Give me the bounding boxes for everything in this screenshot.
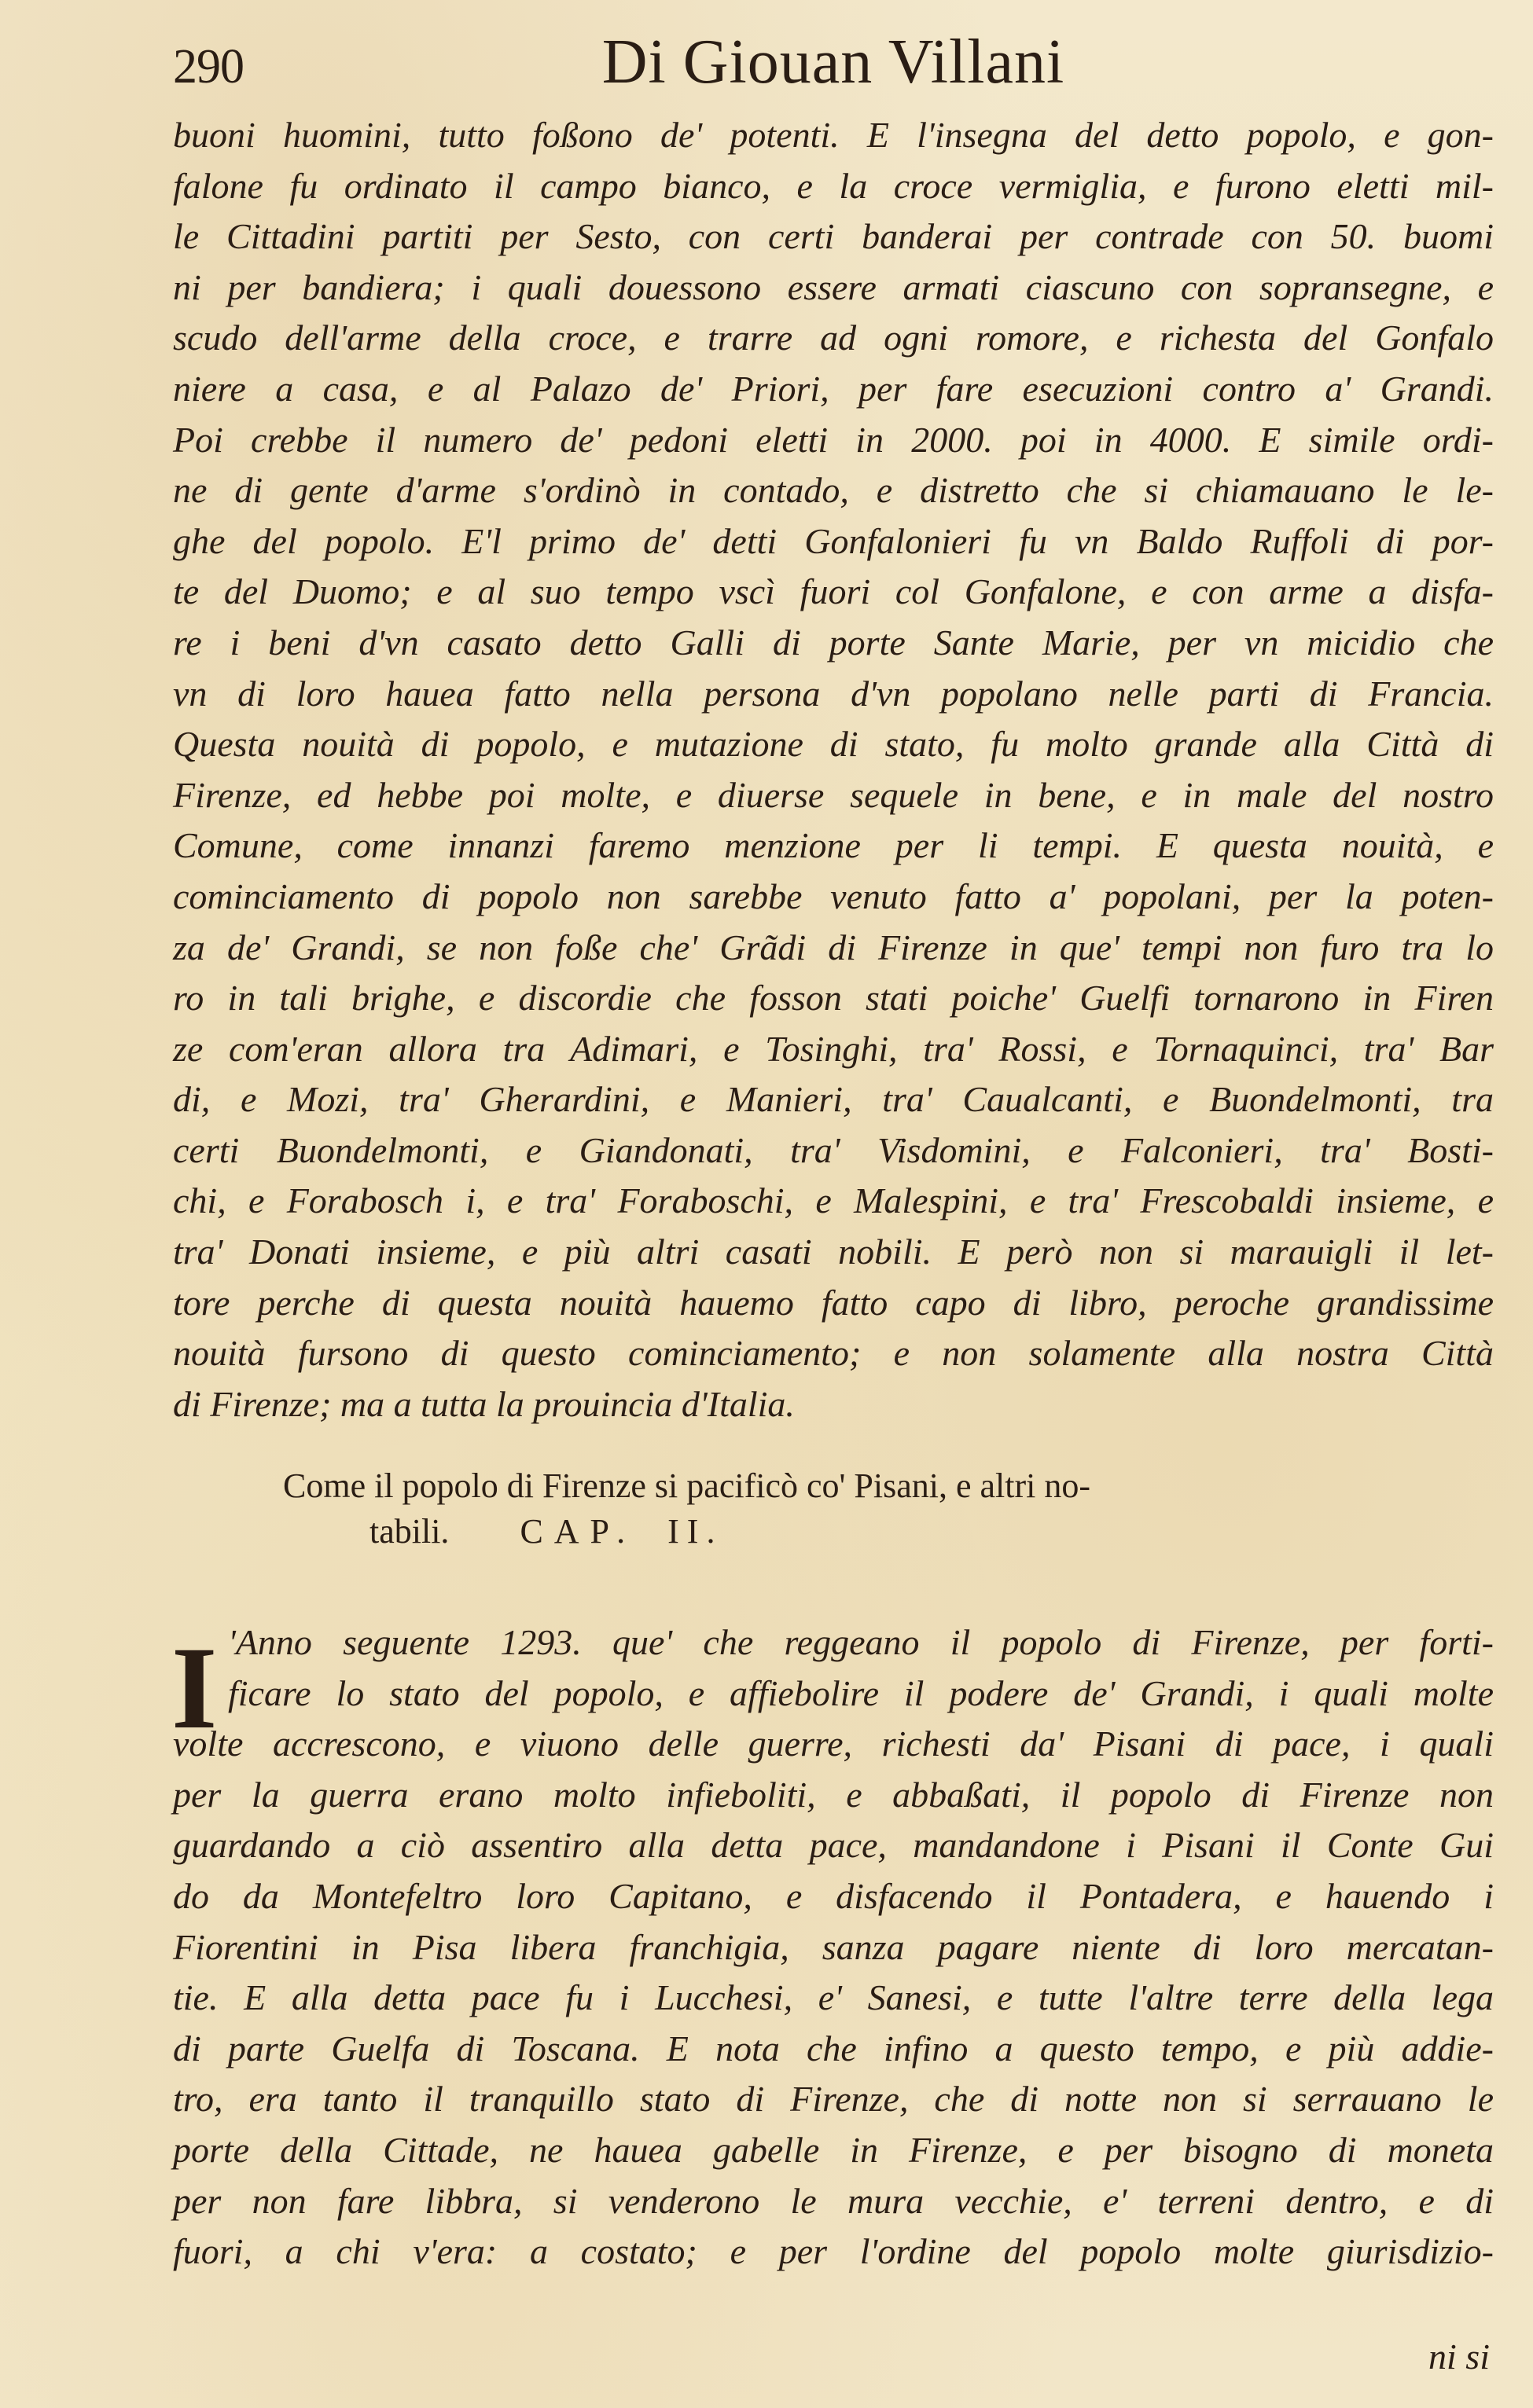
text-line: porte della Cittade, ne hauea gabelle in Firenze, e per bisogno di moneta bbox=[173, 2129, 1494, 2170]
text-line: vn di loro hauea fatto nella persona d'vn popolano nelle parti di Francia. bbox=[173, 673, 1494, 714]
text-line: tore perche di questa nouità hauemo fatto capo di libro, peroche grandissime bbox=[173, 1282, 1494, 1323]
text-line: Firenze, ed hebbe poi molte, e diuerse sequele in bene, e in male del nostro bbox=[173, 774, 1494, 815]
text-line: ni per bandiera; i quali douessono essere armati ciascuno con sopransegne, e bbox=[173, 266, 1494, 307]
text-line: Fiorentini in Pisa libera franchigia, sanza pagare niente di loro mercatan- bbox=[173, 1926, 1494, 1967]
text-line: Poi crebbe il numero de' pedoni eletti in 2000. poi in 4000. E simile ordi- bbox=[173, 419, 1494, 460]
text-line: ro in tali brighe, e discordie che fosson stati poiche' Guelfi tornarono in Firen bbox=[173, 978, 1494, 1019]
catchword: ni si bbox=[1428, 2336, 1490, 2377]
text-line: di, e Mozi, tra' Gherardini, e Manieri, tra' Caualcanti, e Buondelmonti, tra bbox=[173, 1079, 1494, 1120]
text-line: ne di gente d'arme s'ordinò in contado, e distretto che si chiamauano le le- bbox=[173, 470, 1494, 511]
text-line: falone fu ordinato il campo bianco, e la croce vermiglia, e furono eletti mil- bbox=[173, 165, 1494, 206]
text-line: za de' Grandi, se non foße che' Grãdi di Firenze in que' tempi non furo tra lo bbox=[173, 927, 1494, 967]
text-line: ze com'eran allora tra Adimari, e Tosinghi, tra' Rossi, e Tornaquinci, tra' Bar bbox=[173, 1028, 1494, 1069]
text-line: tra' Donati insieme, e più altri casati nobili. E però non si marauigli il let- bbox=[173, 1232, 1494, 1272]
chapter-label: CAP. bbox=[520, 1512, 637, 1551]
text-line: Comune, come innanzi faremo menzione per li tempi. E questa nouità, e bbox=[173, 825, 1494, 866]
chapter-title-end: tabili. bbox=[369, 1512, 450, 1551]
chapter-title-line-2 bbox=[283, 1509, 1462, 1555]
drop-cap-initial: I bbox=[171, 1623, 218, 1753]
text-line: certi Buondelmonti, e Giandonati, tra' Visdomini, e Falconieri, tra' Bosti- bbox=[173, 1129, 1494, 1170]
chapter-two-text bbox=[173, 1617, 1494, 2278]
text-line: guardando a ciò assentiro alla detta pace, mandandone i Pisani il Conte Gui bbox=[173, 1825, 1494, 1866]
text-line: le Cittadini partiti per Sesto, con certi banderai per contrade con 50. buomi bbox=[173, 216, 1494, 257]
text-line: buoni huomini, tutto foßono de' potenti. E l'insegna del detto popolo, e gon- bbox=[173, 115, 1494, 155]
text-line: tie. E alla detta pace fu i Lucchesi, e' Sanesi, e tutte l'altre terre della lega bbox=[173, 1977, 1494, 2018]
text-line: ficare lo stato del popolo, e affiebolire il podere de' Grandi, i quali molte bbox=[228, 1672, 1494, 1713]
text-line: nouità fursono di questo cominciamento; e non solamente alla nostra Città bbox=[173, 1333, 1494, 1374]
running-title: Di Giouan Villani bbox=[601, 28, 1065, 97]
text-line: 'Anno seguente 1293. que' che reggeano il popolo di Firenze, per forti- bbox=[228, 1622, 1494, 1662]
text-line: cominciamento di popolo non sarebbe venuto fatto a' popolani, per la poten- bbox=[173, 875, 1494, 916]
text-line: per la guerra erano molto infieboliti, e abbaßati, il popolo di Firenze non bbox=[173, 1774, 1494, 1815]
text-line: di Firenze; ma a tutta la prouincia d'Italia. bbox=[173, 1383, 795, 1424]
text-line: Questa nouità di popolo, e mutazione di stato, fu molto grande alla Città di bbox=[173, 724, 1494, 765]
chapter-title-line-1: Come il popolo di Firenze si pacificò co' Pisani, e altri no- bbox=[283, 1466, 1091, 1505]
text-line: tro, era tanto il tranquillo stato di Firenze, che di notte non si serrauano le bbox=[173, 2079, 1494, 2120]
text-line: di parte Guelfa di Toscana. E nota che infino a questo tempo, e più addie- bbox=[173, 2028, 1494, 2068]
text-line: scudo dell'arme della croce, e trarre ad ogni romore, e richesta del Gonfalo bbox=[173, 318, 1494, 358]
chapter-number: II. bbox=[667, 1512, 723, 1551]
text-line: re i beni d'vn casato detto Galli di porte Sante Marie, per vn micidio che bbox=[173, 622, 1494, 663]
chapter-one-text bbox=[173, 110, 1494, 1430]
chapter-heading bbox=[283, 1463, 1462, 1555]
text-line: do da Montefeltro loro Capitano, e disfacendo il Pontadera, e hauendo i bbox=[173, 1875, 1494, 1916]
text-line: niere a casa, e al Palazo de' Priori, per fare esecuzioni contro a' Grandi. bbox=[173, 368, 1494, 409]
text-line: volte accrescono, e viuono delle guerre, richesti da' Pisani di pace, i quali bbox=[173, 1723, 1494, 1764]
text-line: fuori, a chi v'era: a costato; e per l'ordine del popolo molte giurisdizio- bbox=[173, 2231, 1494, 2272]
text-line: te del Duomo; e al suo tempo vscì fuori col Gonfalone, e con arme a disfa- bbox=[173, 571, 1494, 612]
text-line: per non fare libbra, si venderono le mura vecchie, e' terreni dentro, e di bbox=[173, 2180, 1494, 2221]
running-head bbox=[173, 17, 1494, 104]
page-number: 290 bbox=[173, 40, 244, 94]
text-line: chi, e Forabosch i, e tra' Foraboschi, e Malespini, e tra' Frescobaldi insieme, e bbox=[173, 1180, 1494, 1221]
text-line: ghe del popolo. E'l primo de' detti Gonfalonieri fu vn Baldo Ruffoli di por- bbox=[173, 520, 1494, 561]
